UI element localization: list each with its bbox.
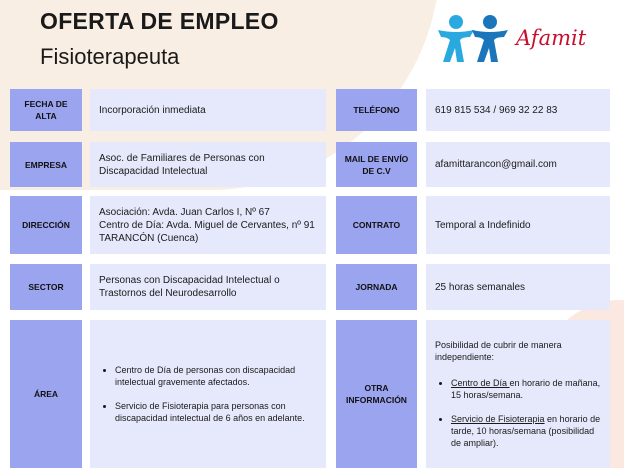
list-item: • Servicio de Fisioterapia para personas con discapacidad intelectual de 6 años en adelante.: [115, 400, 317, 424]
jornada-value: 25 horas semanales: [426, 264, 610, 310]
direccion-label: DIRECCIÓN: [10, 196, 82, 254]
otra-intro: Posibilidad de cubrir de manera independiente:: [435, 340, 562, 362]
list-item-text: en horario de tarde, 10 horas/semana (posibilidad de ampliar).: [451, 414, 601, 448]
fecha-value: Incorporación inmediata: [90, 89, 326, 131]
telefono-label: TELÉFONO: [336, 89, 417, 131]
contrato-value: Temporal a Indefinido: [426, 196, 610, 254]
mail-label: MAIL DE ENVÍO DE C.V: [336, 142, 417, 187]
contrato-label: CONTRATO: [336, 196, 417, 254]
fisioterapia-link: Servicio de Fisioterapia: [451, 414, 545, 424]
list-item: [451, 413, 601, 449]
empresa-label: EMPRESA: [10, 142, 82, 187]
centro-dia-link: Centro de Día: [451, 378, 510, 388]
logo-text: Afamit: [516, 26, 587, 50]
company-logo: [434, 10, 610, 70]
direccion-line: TARANCÓN (Cuenca): [99, 232, 199, 244]
list-item: [451, 377, 601, 401]
sector-label: SECTOR: [10, 264, 82, 310]
list-item: • Centro de Día de personas con discapacidad intelectual gravemente afectados.: [115, 364, 317, 388]
page-subtitle: Fisioterapeuta: [40, 44, 180, 69]
list-item-text: en horario de mañana, 15 horas/semana.: [451, 378, 601, 400]
jornada-label: JORNADA: [336, 264, 417, 310]
otra-value: [426, 320, 610, 468]
area-label: ÁREA: [10, 320, 82, 468]
mail-value[interactable]: afamittarancon@gmail.com: [426, 142, 610, 187]
area-value: [90, 320, 326, 468]
direccion-line: Asociación: Avda. Juan Carlos I, Nº 67: [99, 206, 270, 218]
empresa-value: Asoc. de Familiares de Personas con Discapacidad Intelectual: [90, 142, 326, 187]
telefono-value: 619 815 534 / 969 32 22 83: [426, 89, 610, 131]
direccion-value: [90, 196, 326, 254]
people-icon: [434, 10, 524, 70]
direccion-line: Centro de Día: Avda. Miguel de Cervantes, nº 91: [99, 219, 315, 231]
sector-value: Personas con Discapacidad Intelectual o Trastornos del Neurodesarrollo: [90, 264, 326, 310]
otra-label: OTRA INFORMACIÓN: [336, 320, 417, 468]
fecha-label: FECHA DE ALTA: [10, 89, 82, 131]
page-title: OFERTA DE EMPLEO: [40, 8, 279, 34]
